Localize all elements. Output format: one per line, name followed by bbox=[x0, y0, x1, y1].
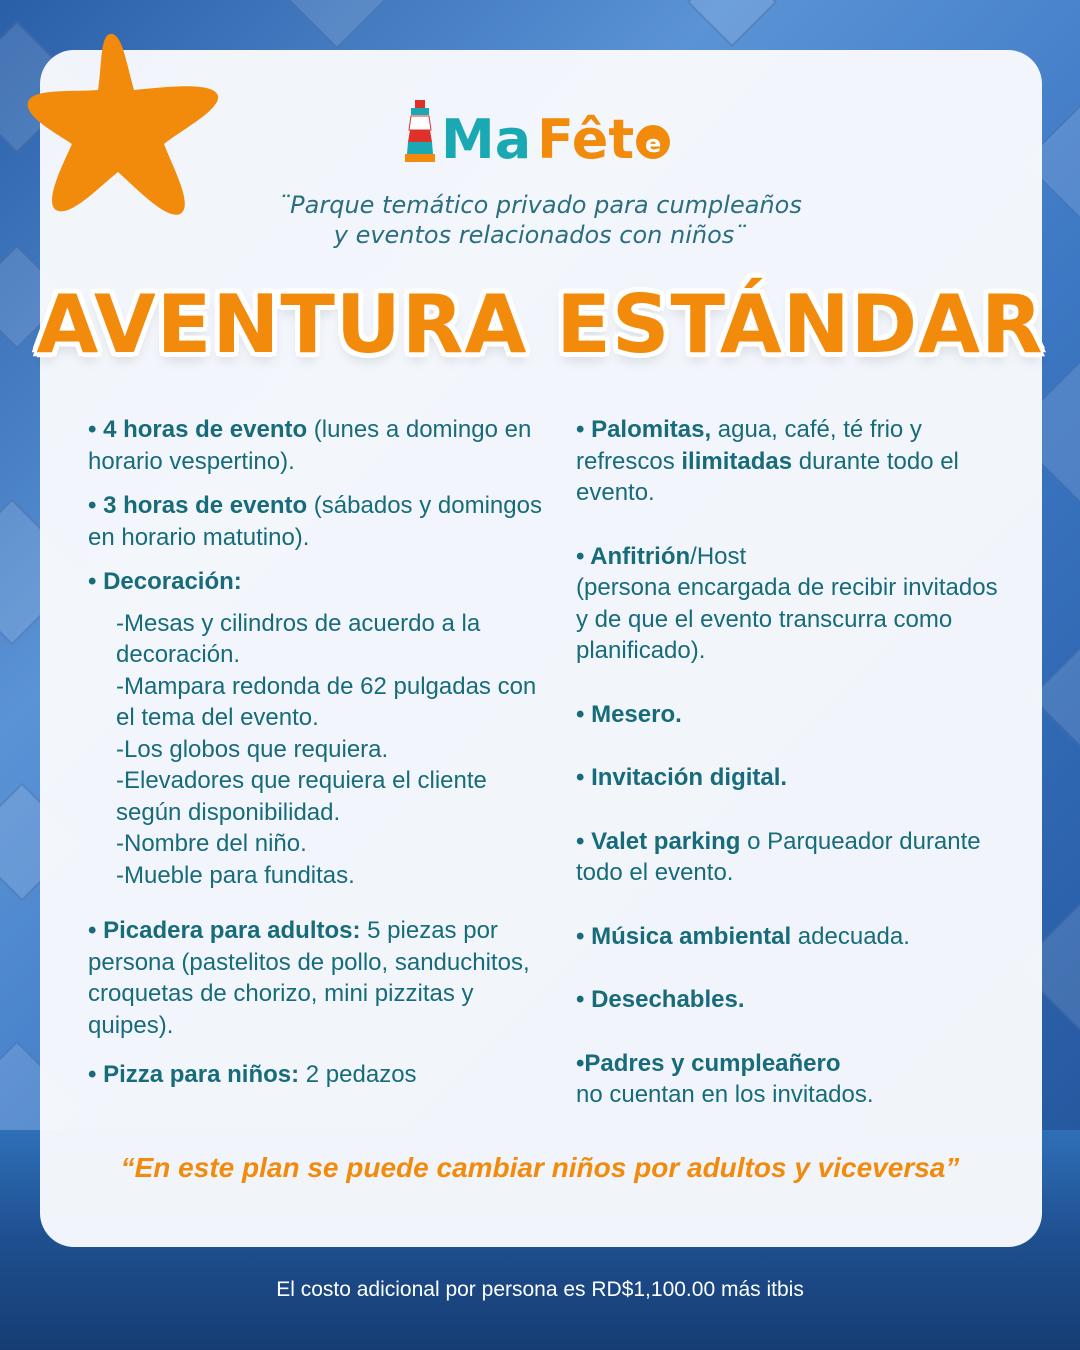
feature-pizza: • Pizza para niños: 2 pedazos bbox=[88, 1061, 417, 1088]
list-item: -Nombre del niño. bbox=[116, 830, 307, 857]
feature-palomitas: • Palomitas, agua, café, té frio y refrescos ilimitadas durante todo el evento. bbox=[576, 416, 959, 506]
list-item: -Elevadores que requiera el cliente según disponibilidad. bbox=[116, 767, 487, 826]
decoracion-list bbox=[88, 608, 558, 892]
footer-additional-cost: El costo adicional por persona es RD$1,100.00 más itbis bbox=[276, 1278, 804, 1301]
tagline bbox=[160, 190, 920, 250]
svg-text:Fêt: Fêt bbox=[537, 108, 635, 168]
svg-text:e: e bbox=[645, 130, 662, 158]
right-column bbox=[576, 414, 1016, 1111]
page-title: AVENTURA ESTÁNDAR bbox=[36, 278, 1044, 371]
list-item: -Mesas y cilindros de acuerdo a la decoración. bbox=[116, 609, 481, 668]
left-column bbox=[88, 414, 558, 1091]
feature-4-hours: • 4 horas de evento (lunes a domingo en horario vespertino). bbox=[88, 416, 532, 475]
tagline-line-2: y eventos relacionados con niños¨ bbox=[333, 221, 747, 249]
feature-picadera: • Picadera para adultos: 5 piezas por persona (pastelitos de pollo, sanduchitos, croquetas de chorizo, mini pizzitas y quipes). bbox=[88, 917, 530, 1039]
list-item: -Mampara redonda de 62 pulgadas con el tema del evento. bbox=[116, 672, 537, 731]
feature-anfitrion: • Anfitrión/Host (persona encargada de recibir invitados y de que el evento transcurra como planificado). bbox=[576, 542, 998, 664]
feature-padres: •Padres y cumpleañero no cuentan en los invitados. bbox=[576, 1049, 874, 1108]
feature-decoracion: • Decoración: bbox=[88, 568, 242, 595]
mafete-logo bbox=[405, 96, 675, 168]
list-item: -Los globos que requiera. bbox=[116, 735, 389, 763]
list-item: -Mueble para funditas. bbox=[116, 861, 355, 889]
feature-mesero: • Mesero. bbox=[576, 700, 682, 728]
feature-desechables: • Desechables. bbox=[576, 986, 745, 1013]
feature-invitacion: • Invitación digital. bbox=[576, 764, 788, 791]
svg-text:Ma: Ma bbox=[441, 108, 532, 168]
feature-musica: • Música ambiental adecuada. bbox=[576, 922, 910, 950]
plan-note-quote: “En este plan se puede cambiar niños por adultos y viceversa” bbox=[120, 1152, 960, 1183]
tagline-line-1: ¨Parque temático privado para cumpleaños bbox=[278, 191, 802, 219]
feature-3-hours: • 3 horas de evento (sábados y domingos en horario matutino). bbox=[88, 492, 542, 551]
feature-valet: • Valet parking o Parqueador durante todo el evento. bbox=[576, 827, 981, 886]
lighthouse-icon bbox=[405, 100, 435, 162]
